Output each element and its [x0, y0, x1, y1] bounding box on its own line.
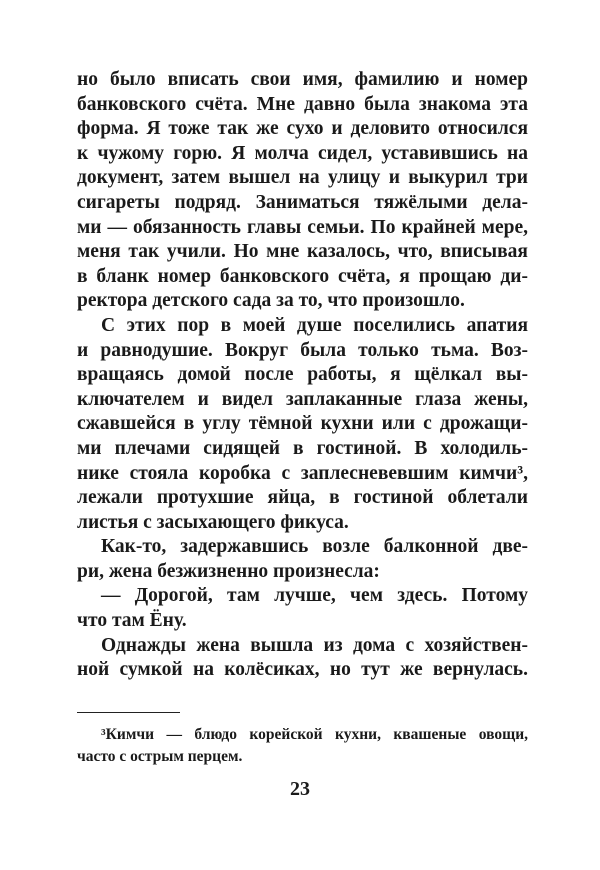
body-text: [77, 68, 528, 683]
text-line: листья с засыхающего фикуса.: [77, 511, 349, 533]
text-line: С этих пор в моей душе поселились апатия: [101, 314, 528, 336]
text-line: вращаясь домой после работы, я щёлкал вы-: [77, 364, 528, 386]
footnote: [77, 724, 528, 768]
text-line: лежали протухшие яйца, в гостиной облетали: [77, 487, 528, 509]
text-line: Однажды жена вышла из дома с хозяйствен-: [101, 634, 528, 656]
footnote-divider: [77, 712, 180, 713]
text-line: сигареты подряд. Заниматься тяжёлыми дела-: [77, 191, 528, 213]
text-line: документ, затем вышел на улицу и выкурил три: [77, 167, 528, 189]
text-line: ректора детского сада за то, что произошло.: [77, 290, 465, 312]
text-line: ри, жена безжизненно произнесла:: [77, 560, 380, 582]
text-line: к чужому горю. Я молча сидел, уставившись на: [77, 142, 528, 164]
text-line: форма. Я тоже так же сухо и деловито относился: [77, 118, 528, 140]
text-line: ми плечами сидящей в гостиной. В холодиль-: [77, 437, 528, 459]
text-line: ми — обязанность главы семьи. По крайней мере,: [77, 216, 528, 238]
footnote-line: часто с острым перцем.: [77, 748, 243, 765]
text-line: но было вписать свои имя, фамилию и номер: [77, 69, 528, 90]
text-line: нике стояла коробка с заплесневевшим кимчи³,: [77, 462, 528, 484]
text-line: меня так учили. Но мне казалось, что, вписывая: [77, 241, 528, 263]
text-line: и равнодушие. Вокруг была только тьма. Воз-: [77, 339, 528, 361]
text-line: сжавшейся в углу тёмной кухни или с дрожащи-: [77, 413, 528, 435]
text-line: ной сумкой на колёсиках, но тут же вернулась.: [77, 659, 528, 681]
text-line: — Дорогой, там лучше, чем здесь. Потому: [101, 585, 528, 607]
text-line: банковского счёта. Мне давно была знакома эта: [77, 93, 528, 115]
text-line: в бланк номер банковского счёта, я прощаю ди-: [77, 265, 528, 287]
text-line: Как-то, задержавшись возле балконной две-: [101, 536, 528, 558]
page-number: 23: [290, 778, 310, 800]
text-line: ключателем и видел заплаканные глаза жены,: [77, 388, 528, 410]
text-line: что там Ёну.: [77, 610, 187, 632]
footnote-line: ³Кимчи — блюдо корейской кухни, квашеные овощи,: [101, 726, 528, 743]
